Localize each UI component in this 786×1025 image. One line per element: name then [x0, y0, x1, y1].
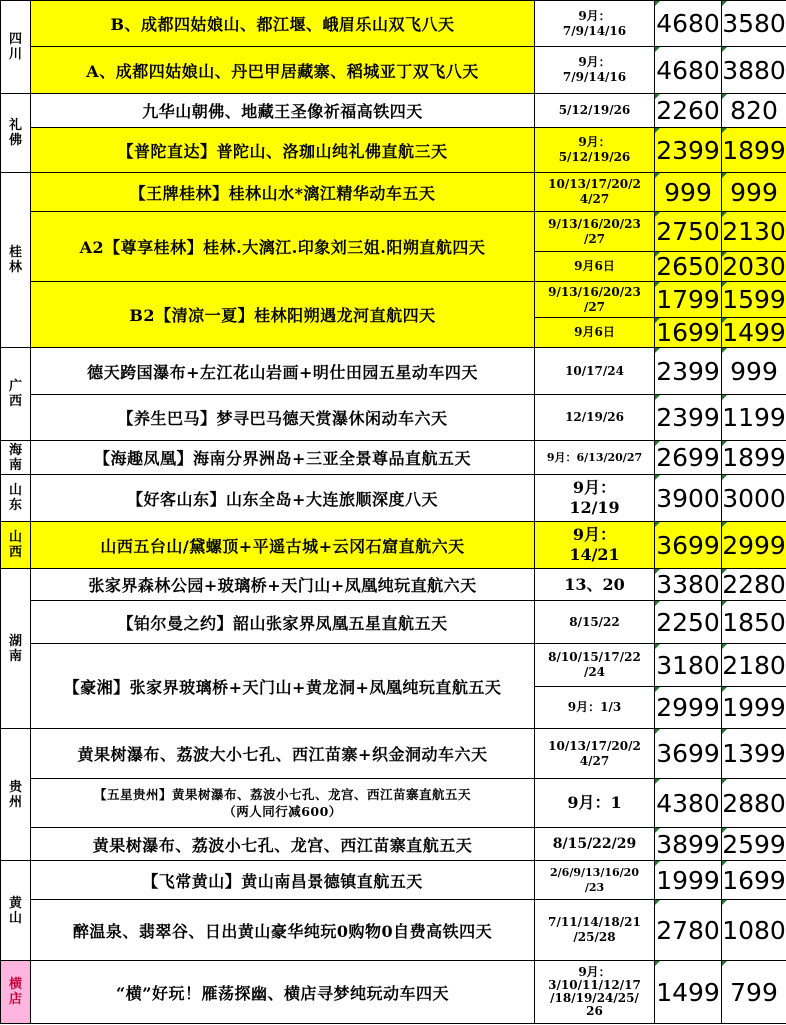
price-child: 1399: [722, 729, 786, 779]
region-cell-sichuan: [1, 1, 31, 94]
price-child: 1850: [722, 601, 786, 644]
route-name: 【好客山东】山东全岛+大连旅顺深度八天: [31, 475, 535, 522]
region-char: 横: [8, 977, 22, 992]
price-child: 2880: [722, 779, 786, 828]
departure-dates: 10/13/17/20/2 4/27: [535, 729, 655, 779]
departure-dates: 10/13/17/20/2 4/27: [535, 173, 655, 212]
route-name: A2【尊享桂林】桂林.大漓江.印象刘三姐.阳朔直航四天: [31, 212, 535, 282]
table-row: [1, 1, 786, 47]
price-child: 2999: [722, 522, 786, 569]
price-child: 1599: [722, 282, 786, 318]
table-row: [1, 128, 786, 173]
price-adult: 2780: [655, 900, 722, 961]
table-row: [1, 441, 786, 475]
price-child: 1499: [722, 318, 786, 347]
region-char: 店: [8, 992, 22, 1007]
table-row: [1, 729, 786, 779]
departure-dates: 8/15/22/29: [535, 828, 655, 861]
route-name: [31, 779, 535, 828]
table-row: [1, 861, 786, 900]
route-name: 【豪湘】张家界玻璃桥+天门山+黄龙洞+凤凰纯玩直航五天: [31, 644, 535, 729]
departure-dates: 9月： 3/10/11/12/17 /18/19/24/25/ 26: [535, 961, 655, 1024]
price-adult: 2750: [655, 212, 722, 252]
departure-dates: 10/17/24: [535, 348, 655, 395]
departure-dates: 2/6/9/13/16/20 /23: [535, 861, 655, 900]
region-char: 桂: [8, 245, 22, 260]
route-name: 德天跨国瀑布+左江花山岩画+明仕田园五星动车四天: [31, 348, 535, 395]
price-child: 999: [722, 173, 786, 212]
route-name: 黄果树瀑布、荔波大小七孔、西江苗寨+织金洞动车六天: [31, 729, 535, 779]
departure-dates: 7/11/14/18/21 /25/28: [535, 900, 655, 961]
route-name: B、成都四姑娘山、都江堰、峨眉乐山双飞八天: [31, 1, 535, 47]
price-adult: 4680: [655, 1, 722, 47]
route-name: 【飞常黄山】黄山南昌景德镇直航五天: [31, 861, 535, 900]
price-adult: 3180: [655, 644, 722, 687]
price-adult: 3699: [655, 729, 722, 779]
departure-dates: 9/13/16/20/23 /27: [535, 282, 655, 318]
region-cell-hunan: [1, 569, 31, 729]
region-char: 南: [8, 648, 22, 664]
price-adult: 2999: [655, 687, 722, 729]
price-adult: 2250: [655, 601, 722, 644]
route-name: 【铂尔曼之约】韶山张家界凤凰五星直航五天: [31, 601, 535, 644]
price-adult: 2260: [655, 94, 722, 128]
price-adult: 1999: [655, 861, 722, 900]
route-name: 醉温泉、翡翠谷、日出黄山豪华纯玩0购物0自费高铁四天: [31, 900, 535, 961]
price-adult: 2650: [656, 252, 720, 281]
departure-dates: 9月6日: [535, 252, 655, 282]
route-name: 九华山朝佛、地藏王圣像祈福高铁四天: [31, 94, 535, 128]
table-row: [1, 522, 786, 569]
table-row: [1, 348, 786, 395]
table-row: [1, 212, 786, 252]
table-row: [1, 47, 786, 94]
price-child: 1199: [722, 395, 786, 441]
route-name: 【王牌桂林】桂林山水*漓江精华动车五天: [31, 173, 535, 212]
region-char: 山: [8, 530, 22, 545]
route-name: “横”好玩！雁荡探幽、横店寻梦纯玩动车四天: [31, 961, 535, 1024]
table-row: [1, 828, 786, 861]
region-cell-guilin: [1, 173, 31, 348]
price-adult: 1799: [655, 282, 722, 318]
table-row: [1, 395, 786, 441]
region-char: 西: [8, 545, 22, 560]
region-char: 贵: [8, 779, 22, 795]
price-adult: 2699: [655, 441, 722, 475]
route-name: A、成都四姑娘山、丹巴甲居藏寨、稻城亚丁双飞八天: [31, 47, 535, 94]
price-child: 1899: [722, 441, 786, 475]
departure-dates: 9月：1/3: [535, 687, 655, 729]
region-char: 西: [8, 394, 22, 409]
price-child: 1699: [722, 861, 786, 900]
region-char: 川: [8, 47, 22, 62]
departure-dates: 13、20: [535, 569, 655, 601]
price-child: 2130: [722, 212, 786, 252]
price-child: 2599: [722, 829, 786, 859]
table-row: [1, 475, 786, 522]
price-child: 2030: [722, 252, 786, 281]
departure-dates: 9月： 7/9/14/16: [535, 1, 655, 47]
table-row: [1, 779, 786, 828]
price-child: 3880: [722, 47, 786, 94]
region-cell-shanxi: [1, 522, 31, 569]
region-char: 礼: [8, 118, 22, 133]
departure-dates: 9月： 14/21: [535, 522, 655, 569]
departure-dates: 8/10/15/17/22 /24: [535, 644, 655, 687]
price-adult: 1499: [655, 961, 722, 1024]
price-adult: 4380: [655, 779, 722, 828]
region-cell-hainan: [1, 441, 31, 475]
price-adult: 2399: [655, 395, 722, 441]
price-child: 999: [722, 348, 786, 395]
price-child: 820: [722, 94, 786, 128]
route-name: 张家界森林公园+玻璃桥+天门山+凤凰纯玩直航六天: [31, 569, 535, 601]
price-adult: 3380: [656, 570, 720, 599]
route-name: 【养生巴马】梦寻巴马德天赏瀑休闲动车六天: [31, 395, 535, 441]
price-child: 1080: [722, 900, 786, 961]
price-child: 3580: [722, 1, 786, 47]
table-row: [1, 644, 786, 687]
price-adult: 3699: [655, 522, 722, 569]
departure-dates: 9月：6/13/20/27: [535, 441, 655, 475]
region-char: 黄: [8, 895, 22, 911]
route-name: 黄果树瀑布、荔波小七孔、龙宫、西江苗寨直航五天: [31, 828, 535, 861]
price-child: 2180: [722, 644, 786, 687]
region-cell-huangshan: [1, 861, 31, 961]
region-char: 湖: [8, 633, 22, 649]
table-row: [1, 282, 786, 318]
departure-dates: 8/15/22: [535, 601, 655, 644]
route-name: B2【清凉一夏】桂林阳朔遇龙河直航四天: [31, 282, 535, 348]
table-row: [1, 94, 786, 128]
departure-dates: 9月：1: [535, 779, 655, 828]
table-row: [1, 173, 786, 212]
region-char: 海: [8, 442, 22, 458]
region-char: 南: [8, 457, 22, 473]
price-child: 1899: [722, 128, 786, 173]
route-name: 【海趣凤凰】海南分界洲岛+三亚全景尊品直航五天: [31, 441, 535, 475]
region-cell-shandong: [1, 475, 31, 522]
region-char: 州: [8, 794, 22, 810]
departure-dates: 12/19/26: [535, 395, 655, 441]
route-name: 【普陀直达】普陀山、洛珈山纯礼佛直航三天: [31, 128, 535, 173]
price-adult: 1699: [656, 318, 720, 347]
price-child: 799: [722, 961, 786, 1024]
region-char: 山: [8, 483, 22, 498]
region-char: 广: [8, 379, 22, 394]
price-child: 1999: [722, 687, 786, 729]
price-adult: 3900: [655, 475, 722, 522]
departure-dates: 9/13/16/20/23 /27: [535, 212, 655, 252]
route-discount-note: （两人同行减600）: [223, 804, 342, 819]
region-char: 林: [8, 260, 22, 275]
price-adult: 999: [655, 173, 722, 212]
region-cell-lifo: [1, 94, 31, 173]
table-row: [1, 961, 786, 1024]
price-child: 3000: [722, 475, 786, 522]
route-title: 【五星贵州】黄果树瀑布、荔波小七孔、龙宫、西江苗寨直航五天: [93, 787, 471, 802]
departure-dates: 9月6日: [535, 318, 655, 348]
price-adult: 4680: [655, 47, 722, 94]
route-name: 山西五台山/黛螺顶+平遥古城+云冈石窟直航六天: [31, 522, 535, 569]
region-cell-guangxi: [1, 348, 31, 441]
region-char: 东: [8, 498, 22, 513]
region-cell-guizhou: [1, 729, 31, 861]
price-child: 2280: [722, 570, 786, 599]
price-adult: 2399: [655, 128, 722, 173]
price-adult: 2399: [655, 348, 722, 395]
region-char: 山: [8, 910, 22, 926]
table-row: [1, 569, 786, 601]
departure-dates: 9月： 12/19: [535, 475, 655, 522]
price-adult: 3899: [656, 829, 720, 859]
departure-dates: 9月： 7/9/14/16: [535, 47, 655, 94]
table-row: [1, 900, 786, 961]
region-char: 四: [8, 32, 22, 47]
table-row: [1, 601, 786, 644]
departure-dates: 9月： 5/12/19/26: [535, 128, 655, 173]
region-char: 佛: [8, 133, 22, 148]
departure-dates: 5/12/19/26: [535, 94, 655, 128]
region-cell-hengdian: [1, 961, 31, 1024]
